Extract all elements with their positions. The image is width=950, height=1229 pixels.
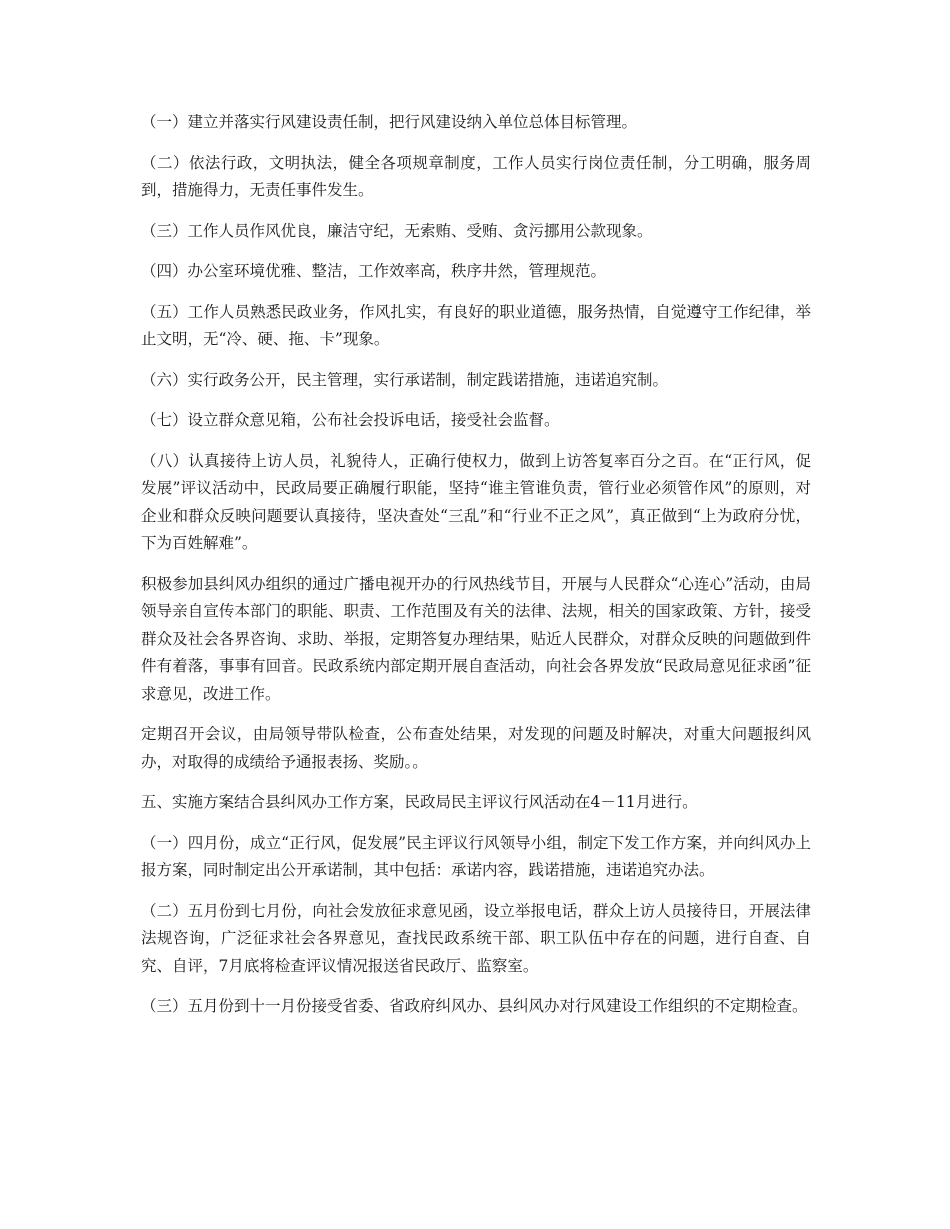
paragraph-item-7: （七）设立群众意见箱，公布社会投诉电话，接受社会监督。 xyxy=(141,411,560,429)
paragraph-meetings: 定期召开会议，由局领导带队检查，公布查处结果，对发现的问题及时解决，对重大问题报纠风办，对取得的成绩给予通报表扬、奖励。。 xyxy=(141,725,811,771)
document-body xyxy=(141,109,811,1034)
section-heading-implementation: 五、实施方案结合县纠风办工作方案，民政局民主评议行风活动在4－11月进行。 xyxy=(141,793,698,811)
paragraph-item-1: （一）建立并落实行风建设责任制，把行风建设纳入单位总体目标管理。 xyxy=(141,113,638,131)
paragraph-phase-3: （三）五月份到十一月份接受省委、省政府纠风办、县纠风办对行风建设工作组织的不定期检查。 xyxy=(141,997,808,1015)
paragraph-item-3: （三）工作人员作风优良，廉洁守纪，无索贿、受贿、贪污挪用公款现象。 xyxy=(141,221,653,240)
paragraph-phase-1: （一）四月份，成立“正行风，促发展”民主评议行风领导小组，制定下发工作方案，并向纠风办上报方案，同时制定出公开承诺制，其中包括：承诺内容，践诺措施，违诺追究办法。 xyxy=(141,833,811,879)
paragraph-hotline: 积极参加县纠风办组织的通过广播电视开办的行风热线节目，开展与人民群众“心连心”活动，由局领导亲自宣传本部门的职能、职责、工作范围及有关的法律、法规，相关的国家政策、方针，接受群众及社会各界咨询、求助、举报，定期答复办理结果，贴近人民群众，对群众反映的问题做到件件有着落，事事有回音。民政系统内部定期开展自查活动，向社会各界发放“民政局意见征求函”征求意见，改进工作。 xyxy=(141,574,811,703)
paragraph-item-5: （五）工作人员熟悉民政业务，作风扎实，有良好的职业道德，服务热情，自觉遵守工作纪律，举止文明，无“冷、硬、拖、卡”现象。 xyxy=(141,302,811,348)
paragraph-item-2: （二）依法行政，文明执法，健全各项规章制度，工作人员实行岗位责任制，分工明确，服务周到，措施得力，无责任事件发生。 xyxy=(141,153,811,199)
paragraph-item-4: （四）办公室环境优雅、整洁，工作效率高，秩序井然，管理规范。 xyxy=(141,262,607,280)
paragraph-phase-2: （二）五月份到七月份，向社会发放征求意见函，设立举报电话，群众上访人员接待日，开展法律法规咨询，广泛征求社会各界意见，查找民政系统干部、职工队伍中存在的问题，进行自查、自究、自评，7月底将检查评议情况报送省民政厅、监察室。 xyxy=(141,901,811,975)
paragraph-item-8: （八）认真接待上访人员，礼貌待人，正确行使权力，做到上访答复率百分之百。在“正行风，促发展”评议活动中，民政局要正确履行职能，坚持“谁主管谁负责，管行业必须管作风”的原则，对企业和群众反映问题要认真接待，坚决查处“三乱”和“行业不正之风”，真正做到“上为政府分忧，下为百姓解难”。 xyxy=(141,451,811,552)
paragraph-item-6: （六）实行政务公开，民主管理，实行承诺制，制定践诺措施，违诺追究制。 xyxy=(141,370,669,389)
